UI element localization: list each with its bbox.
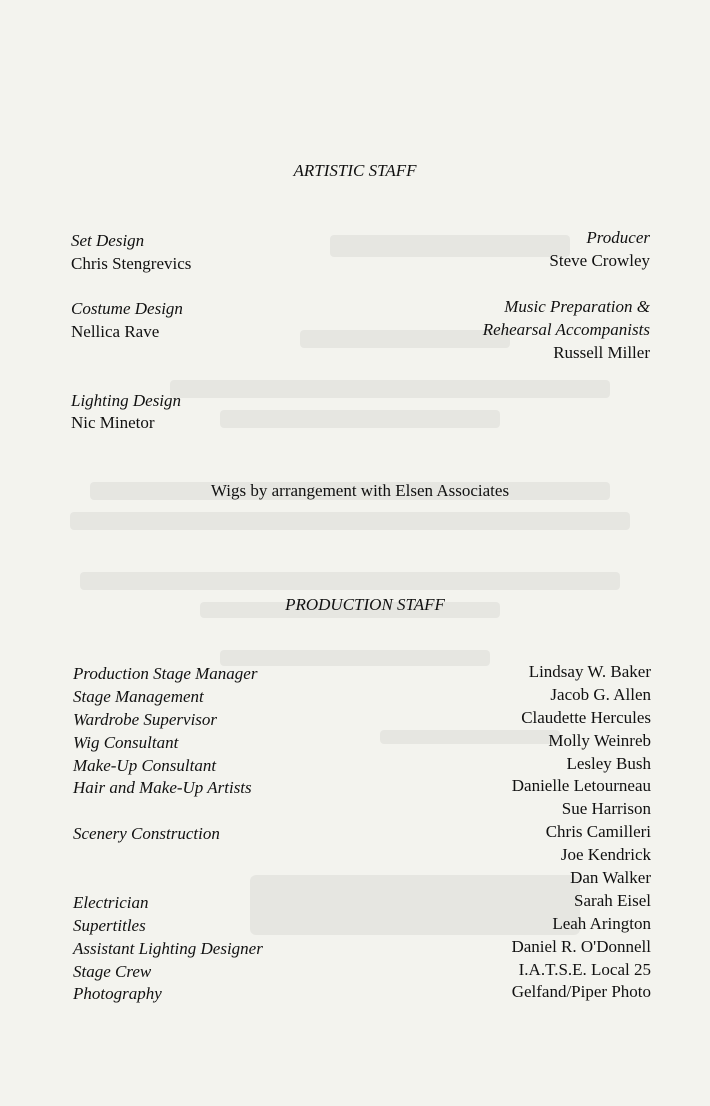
role-supertitles: Supertitles — [73, 915, 146, 935]
production-roles-list — [73, 663, 373, 1006]
role-make-up-consultant: Make-Up Consultant — [73, 755, 217, 775]
name-entry: Gelfand/Piper Photo — [511, 982, 651, 1002]
role-production-stage-manager: Production Stage Manager — [73, 664, 258, 683]
set-design-role: Set Design — [71, 231, 145, 250]
role-stage-crew: Stage Crew — [73, 961, 152, 981]
costume-design-name: Nellica Rave — [71, 322, 160, 341]
role-blank — [73, 846, 373, 869]
name-entry: I.A.T.S.E. Local 25 — [518, 959, 651, 979]
name-entry: Danielle Letourneau — [511, 776, 651, 796]
producer-name: Steve Crowley — [549, 251, 650, 270]
name-entry: Claudette Hercules — [521, 707, 651, 727]
name-entry: Lindsay W. Baker — [528, 662, 651, 681]
name-entry: Sue Harrison — [561, 799, 651, 819]
name-entry: Daniel R. O'Donnell — [511, 936, 651, 956]
role-blank — [73, 800, 373, 823]
lighting-design-role: Lighting Design — [71, 391, 182, 410]
role-assistant-lighting-designer: Assistant Lighting Designer — [73, 938, 263, 958]
role-wig-consultant: Wig Consultant — [73, 732, 179, 752]
costume-design-role: Costume Design — [71, 299, 183, 318]
role-photography: Photography — [73, 984, 162, 1004]
production-staff-heading: PRODUCTION STAFF — [285, 595, 445, 614]
music-preparation-name: Russell Miller — [553, 343, 650, 362]
role-stage-management: Stage Management — [73, 686, 204, 706]
lighting-design-name: Nic Minetor — [71, 413, 155, 432]
role-scenery-construction: Scenery Construction — [73, 824, 220, 844]
role-hair-and-make-up-artists: Hair and Make-Up Artists — [73, 778, 252, 798]
producer-role: Producer — [586, 228, 650, 247]
music-preparation-role: Music Preparation & — [504, 297, 650, 316]
role-wardrobe-supervisor: Wardrobe Supervisor — [73, 709, 218, 729]
role-blank — [73, 869, 373, 892]
production-names-list — [400, 661, 651, 1004]
wigs-note: Wigs by arrangement with Elsen Associates — [210, 481, 510, 500]
name-entry: Dan Walker — [570, 868, 651, 888]
name-entry: Leah Arington — [552, 913, 651, 933]
name-entry: Lesley Bush — [566, 753, 651, 773]
rehearsal-accompanists-role: Rehearsal Accompanists — [482, 320, 650, 339]
name-entry: Jacob G. Allen — [550, 684, 651, 704]
artistic-staff-heading: ARTISTIC STAFF — [293, 161, 417, 180]
role-electrician: Electrician — [73, 892, 149, 912]
name-entry: Molly Weinreb — [548, 730, 651, 750]
set-design-name: Chris Stengrevics — [71, 254, 192, 273]
name-entry: Sarah Eisel — [574, 890, 651, 910]
name-entry: Chris Camilleri — [545, 822, 651, 842]
name-entry: Joe Kendrick — [560, 845, 651, 865]
